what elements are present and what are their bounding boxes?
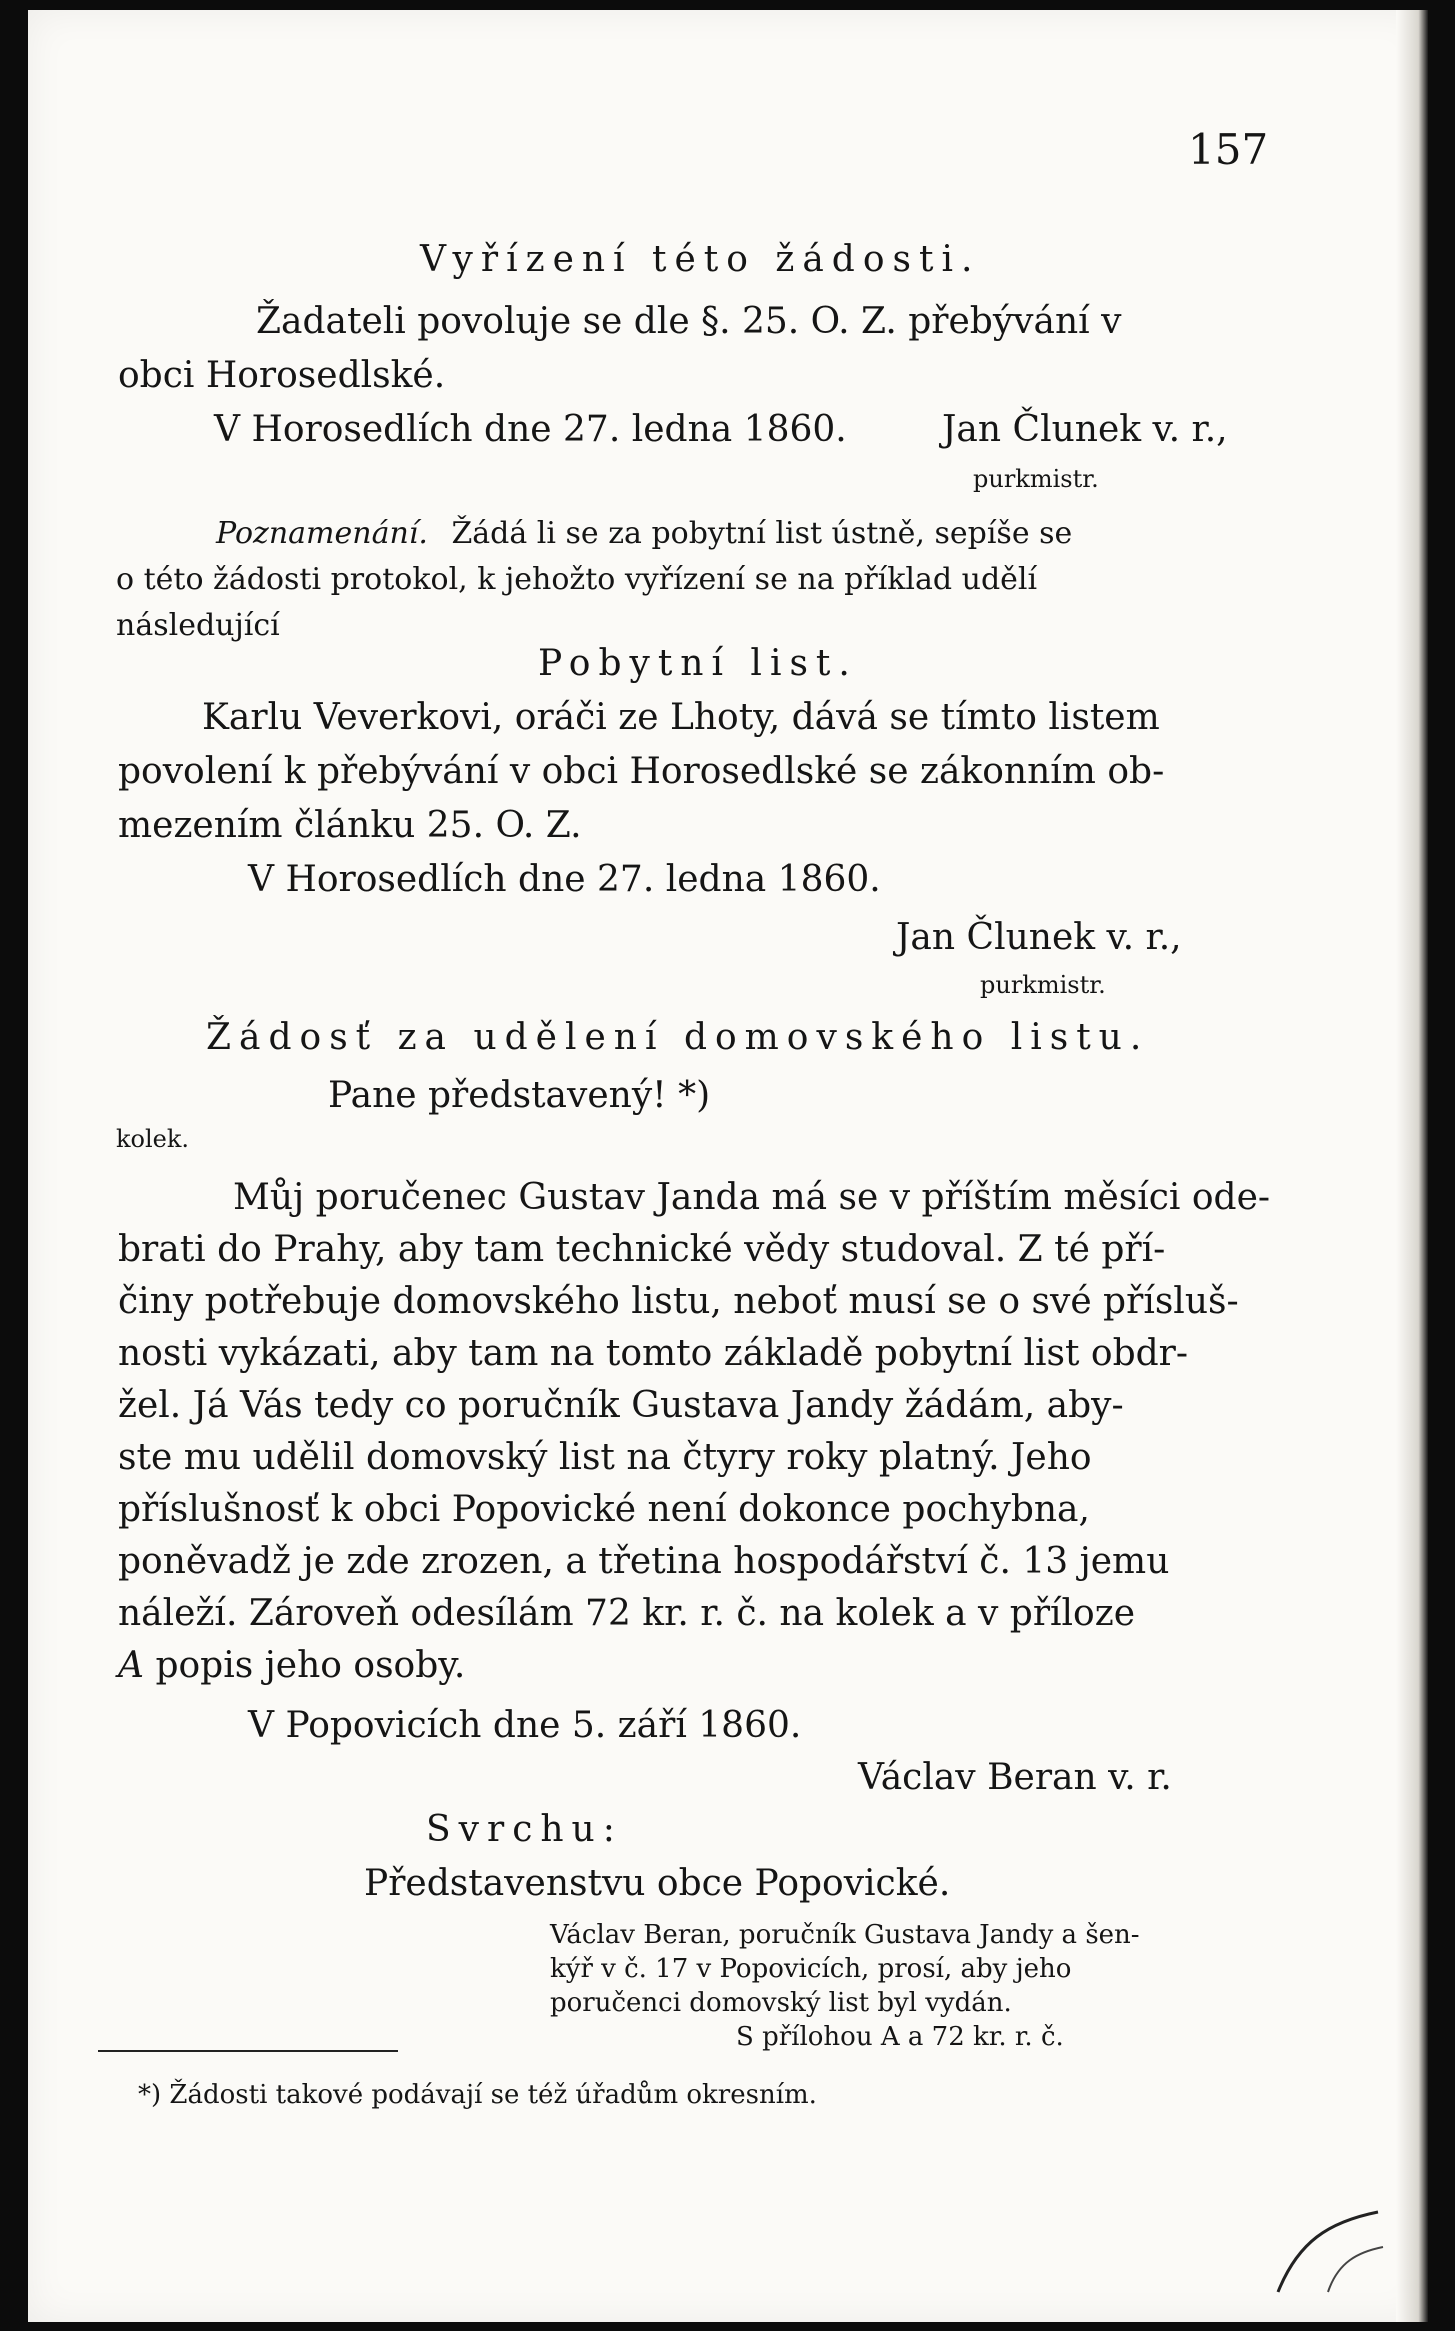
address-recipient: Představenstvu obce Popovické. (364, 1863, 951, 1904)
salutation: Pane představený! *) (328, 1075, 711, 1116)
request-line-9: náleží. Zároveň odesílám 72 kr. r. č. na kolek a v příloze (118, 1593, 1135, 1634)
note-line-3: následující (116, 608, 280, 643)
request-line-5: žel. Já Vás tedy co poručník Gustava Jandy žádám, aby- (118, 1385, 1124, 1426)
back-note-line-1: Václav Beran, poručník Gustava Jandy a šen- (550, 1920, 1140, 1950)
request-line-2: brati do Prahy, aby tam technické vědy studoval. Z té pří- (118, 1229, 1166, 1270)
page-number: 157 (1188, 125, 1269, 174)
request-line-3: činy potřebuje domovského listu, neboť musí se o své přísluš- (118, 1281, 1239, 1322)
footnote: *) Žádosti takové podávají se též úřadům okresním. (138, 2080, 817, 2110)
request-date: V Popovicích dne 5. září 1860. (248, 1705, 802, 1746)
footnote-rule (98, 2050, 398, 2052)
back-note-line-3: poručenci domovský list byl vydán. (550, 1988, 1012, 2018)
heading-vyrizeni: Vyřízení této žádosti. (420, 239, 981, 280)
decision-date: V Horosedlích dne 27. ledna 1860. (214, 409, 847, 450)
decision-line-1: Žadateli povoluje se dle §. 25. O. Z. přebývání v (256, 301, 1122, 342)
back-note-line-4: S přílohou A a 72 kr. r. č. (736, 2022, 1064, 2052)
permit-signature: Jan Člunek v. r., (896, 917, 1182, 958)
permit-date: V Horosedlích dne 27. ledna 1860. (248, 859, 881, 900)
stamp-label: kolek. (116, 1125, 190, 1153)
permit-signatory-title: purkmistr. (980, 971, 1106, 999)
address-label: Svrchu: (426, 1809, 623, 1850)
request-line-1: Můj poručenec Gustav Janda má se v příštím měsíci ode- (233, 1177, 1271, 1218)
decision-line-2: obci Horosedlské. (118, 355, 446, 396)
request-line-7: příslušnosť k obci Popovické není dokonce pochybna, (118, 1489, 1090, 1530)
heading-pobytni-list: Pobytní list. (538, 643, 858, 684)
request-line-8: poněvadž je zde zrozen, a třetina hospodářství č. 13 jemu (118, 1541, 1170, 1582)
note-line-2: o této žádosti protokol, k jehožto vyřízení se na příklad udělí (116, 562, 1038, 597)
decision-signature: Jan Člunek v. r., (942, 409, 1228, 450)
request-signature: Václav Beran v. r. (858, 1757, 1172, 1798)
request-line-6: ste mu udělil domovský list na čtyry roky platný. Jeho (118, 1437, 1092, 1478)
back-note-line-2: kýř v č. 17 v Popovicích, prosí, aby jeho (550, 1954, 1072, 1984)
attachment-letter: A (118, 1645, 144, 1686)
request-line-4: nosti vykázati, aby tam na tomto základě pobytní list obdr- (118, 1333, 1189, 1374)
permit-line-1: Karlu Veverkovi, oráči ze Lhoty, dává se tímto listem (202, 697, 1160, 738)
request-line-10: popis jeho osoby. (144, 1645, 466, 1686)
permit-line-3: mezením článku 25. O. Z. (118, 805, 582, 846)
note-label: Poznamenání. (216, 516, 428, 551)
permit-line-2: povolení k přebývání v obci Horosedlské se zákonním ob- (118, 751, 1165, 792)
note-line-1: Žádá li se za pobytní list ústně, sepíše se (451, 516, 1073, 551)
document-page (28, 10, 1428, 2322)
page-edge-shadow (1396, 10, 1428, 2322)
page-curl-mark (1268, 2182, 1388, 2302)
decision-signatory-title: purkmistr. (973, 465, 1099, 493)
heading-domovsky-list: Žádosť za udělení domovského listu. (206, 1017, 1150, 1058)
